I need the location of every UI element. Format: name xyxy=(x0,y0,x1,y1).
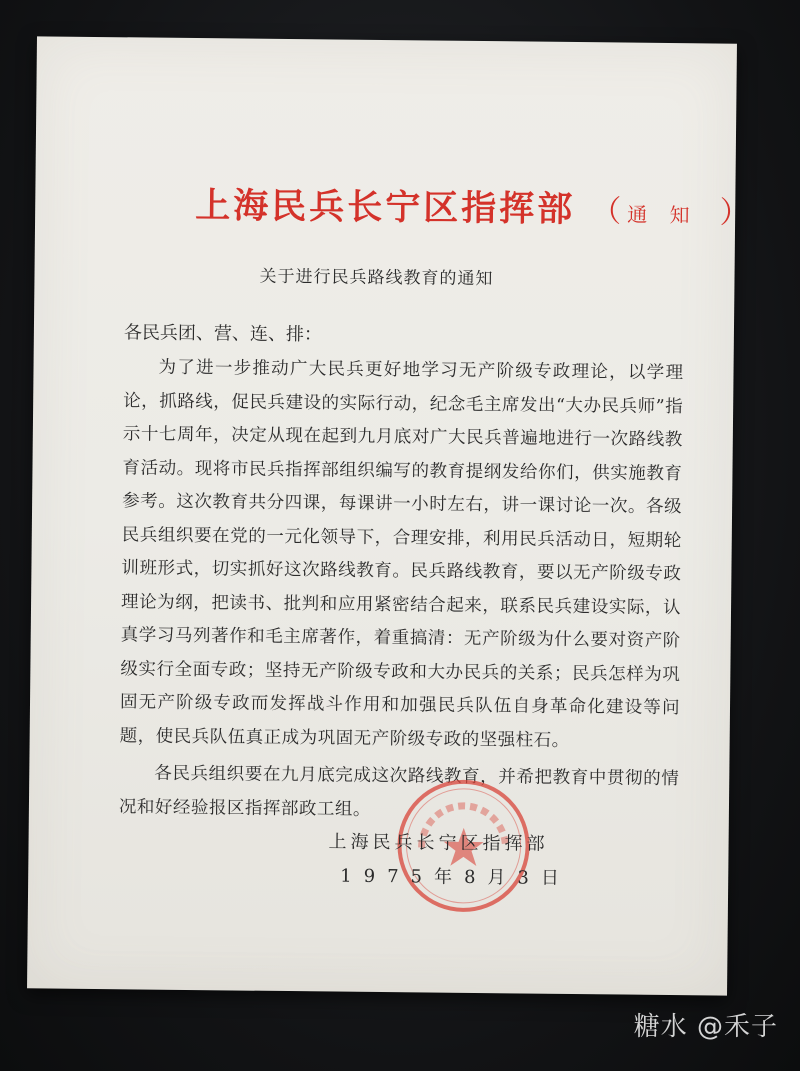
document-header xyxy=(195,178,750,234)
issuer-signature-line: 上海民兵长宁区指挥部 xyxy=(328,831,549,855)
body-paragraph-2: 各民兵组织要在九月底完成这次路线教育，并希把教育中贯彻的情况和好经验报区指挥部政工组。 xyxy=(118,763,680,820)
document-subtitle: 关于进行民兵路线教育的通知 xyxy=(259,266,494,290)
issue-date: 1975年8月3日 xyxy=(340,865,572,889)
watermark-credit: 糖水 @禾子 xyxy=(633,1012,778,1042)
document-salutation: 各民兵团、营、连、排： xyxy=(123,322,323,346)
document-type-label: 通 知 xyxy=(627,202,698,228)
document-body xyxy=(119,337,684,830)
header-paren-open: （ xyxy=(591,194,622,230)
document-title: 上海民兵长宁区指挥部 xyxy=(195,186,576,231)
header-paren-close: ） xyxy=(719,195,750,231)
body-paragraph-1: 为了进一步推动广大民兵更好地学习无产阶级专政理论，以学理论，抓路线，促民兵建设的实际行动，纪念毛主席发出“大办民兵师”指示十七周年，决定从现在起到九月底对广大民兵普遍地进行一次路线教育活动。现将市民兵指挥部组织编写的教育提纲发给你们，供实施教育参考。这次教育共分四课，每课讲一小时左右，讲一课讨论一次。各级民兵组织要在党的一元化领导下，合理安排，利用民兵活动日，短期轮训班形式，切实抓好这次路线教育。民兵路线教育，要以无产阶级专政理论为纲，把读书、批判和应用紧密结合起来，联系民兵建设实际，认真学习马列著作和毛主席著作，着重搞清：无产阶级为什么要对资产阶级实行全面专政；坚持无产阶级专政和大办民兵的关系；民兵怎样为巩固无产阶级专政而发挥战斗作用和加强民兵队伍自身革命化建设等问题，使民兵队伍真正成为巩固无产阶级专政的坚强柱石。 xyxy=(119,357,684,751)
document-page xyxy=(27,36,750,995)
